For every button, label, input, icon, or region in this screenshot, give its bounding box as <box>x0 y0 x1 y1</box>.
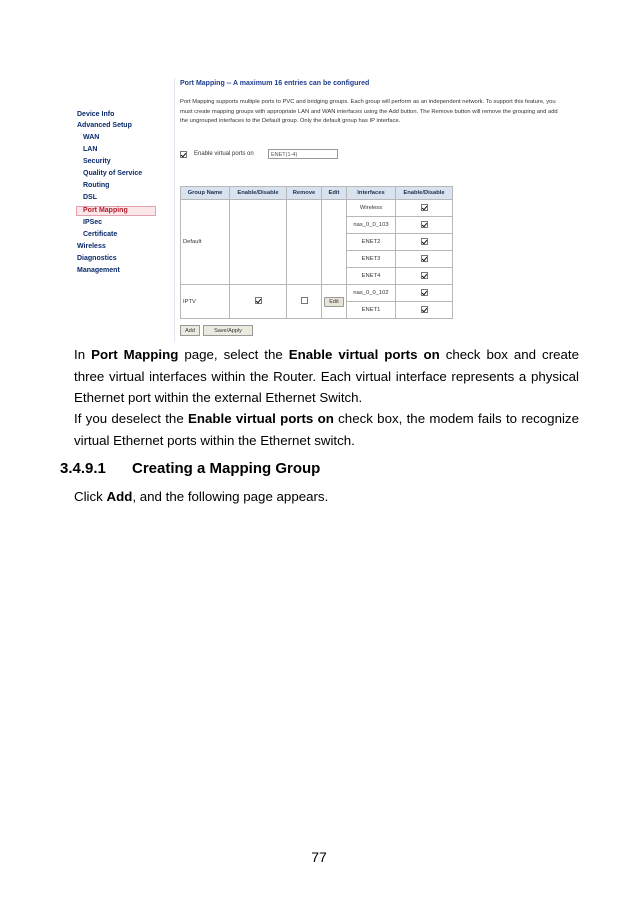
p2-text: If you deselect the <box>74 411 188 426</box>
interface-enable-checkbox[interactable] <box>421 238 428 245</box>
group-remove-checkbox[interactable] <box>301 297 308 304</box>
table-header-row <box>181 187 453 200</box>
nav-wan[interactable]: WAN <box>83 134 100 141</box>
paragraph-click-add <box>74 486 579 508</box>
interface-name: ENET1 <box>347 302 396 319</box>
p3-text: Click <box>74 489 107 504</box>
p1-bold-port-mapping: Port Mapping <box>91 347 179 362</box>
page-number: 77 <box>311 849 327 865</box>
col-enable-disable: Enable/Disable <box>230 187 287 200</box>
interface-enable-checkbox[interactable] <box>421 204 428 211</box>
p1-text: In <box>74 347 92 362</box>
nav-lan[interactable]: LAN <box>83 146 98 153</box>
col-interfaces: Interfaces <box>347 187 396 200</box>
interface-enable-checkbox[interactable] <box>421 289 428 296</box>
paragraph-deselect <box>74 408 579 451</box>
interface-name: nas_0_0_102 <box>347 285 396 302</box>
port-mapping-content <box>180 78 564 342</box>
interface-enable-cell <box>396 268 453 285</box>
section-number: 3.4.9.1 <box>60 460 106 477</box>
group-remove-cell <box>287 200 322 285</box>
group-name-default: Default <box>181 200 230 285</box>
p1-bold-enable-virtual-ports: Enable virtual ports on <box>288 347 440 362</box>
enable-virtual-ports-label: Enable virtual ports on <box>194 151 254 157</box>
table-row <box>181 200 453 217</box>
virtual-ports-field[interactable]: ENET(1-4) <box>268 149 338 159</box>
interface-enable-cell <box>396 234 453 251</box>
group-enable-checkbox[interactable] <box>255 297 262 304</box>
nav-quality-of-service[interactable]: Quality of Service <box>83 170 143 177</box>
nav-dsl[interactable]: DSL <box>83 194 97 201</box>
group-name-iptv: IPTV <box>181 285 230 319</box>
page-title: Port Mapping -- A maximum 16 entries can be configured <box>180 80 370 87</box>
interface-name: nas_0_0_103 <box>347 217 396 234</box>
interface-enable-cell <box>396 302 453 319</box>
group-edit-cell <box>322 285 347 319</box>
interface-name: ENET4 <box>347 268 396 285</box>
group-remove-cell <box>287 285 322 319</box>
p2-bold-enable-virtual-ports: Enable virtual ports on <box>188 411 334 426</box>
p3-bold-add: Add <box>106 489 133 504</box>
nav-ipsec[interactable]: IPSec <box>83 219 103 226</box>
nav-routing[interactable]: Routing <box>83 182 110 189</box>
interface-name: Wireless <box>347 200 396 217</box>
virtual-ports-row <box>180 150 480 162</box>
group-enable-cell <box>230 200 287 285</box>
nav-management[interactable]: Management <box>77 267 120 274</box>
edit-button[interactable]: Edit <box>324 297 343 307</box>
add-button[interactable]: Add <box>180 325 200 336</box>
interface-enable-cell <box>396 251 453 268</box>
p1-text: check box and create three virtual interfaces within the Router. Each virtual interface represents a physical Ethernet port within the external Ethernet Switch. <box>74 347 579 405</box>
save-apply-button[interactable]: Save/Apply <box>203 325 253 336</box>
interface-enable-cell <box>396 217 453 234</box>
nav-certificate[interactable]: Certificate <box>83 231 118 238</box>
col-group-name: Group Name <box>181 187 230 200</box>
port-mapping-screenshot <box>74 78 566 342</box>
group-edit-cell <box>322 200 347 285</box>
nav-advanced-setup[interactable]: Advanced Setup <box>77 122 132 129</box>
nav-wireless[interactable]: Wireless <box>77 243 106 250</box>
nav-diagnostics[interactable]: Diagnostics <box>77 255 117 262</box>
enable-virtual-ports-checkbox[interactable] <box>180 151 187 158</box>
group-enable-cell <box>230 285 287 319</box>
interface-enable-checkbox[interactable] <box>421 272 428 279</box>
col-iface-enable-disable: Enable/Disable <box>396 187 453 200</box>
interface-enable-checkbox[interactable] <box>421 255 428 262</box>
col-remove: Remove <box>287 187 322 200</box>
table-row <box>181 285 453 302</box>
interface-enable-checkbox[interactable] <box>421 306 428 313</box>
nav-security[interactable]: Security <box>83 158 111 165</box>
nav-port-mapping[interactable]: Port Mapping <box>76 206 156 216</box>
paragraph-port-mapping <box>74 344 579 409</box>
p3-text: , and the following page appears. <box>132 489 329 504</box>
nav-device-info[interactable]: Device Info <box>77 111 115 118</box>
col-edit: Edit <box>322 187 347 200</box>
interface-enable-cell <box>396 285 453 302</box>
interface-name: ENET3 <box>347 251 396 268</box>
interface-name: ENET2 <box>347 234 396 251</box>
sidebar-nav <box>74 78 175 342</box>
page-description: Port Mapping supports multiple ports to PVC and bridging groups. Each group will perform as an independent network. To support this feature, you must create mapping groups with appropriate LAN and WAN interfaces using the Add button. The Remove button will remove the grouping and add the ungrouped interfaces to the Default group. Only the default group has IP interface. <box>180 99 558 124</box>
interface-enable-checkbox[interactable] <box>421 221 428 228</box>
section-title: Creating a Mapping Group <box>132 460 321 477</box>
interface-enable-cell <box>396 200 453 217</box>
port-mapping-table <box>180 186 453 319</box>
p2-text: check box, the modem fails to recognize virtual Ethernet ports within the Ethernet switch. <box>74 411 579 448</box>
p1-text: page, select the <box>178 347 289 362</box>
